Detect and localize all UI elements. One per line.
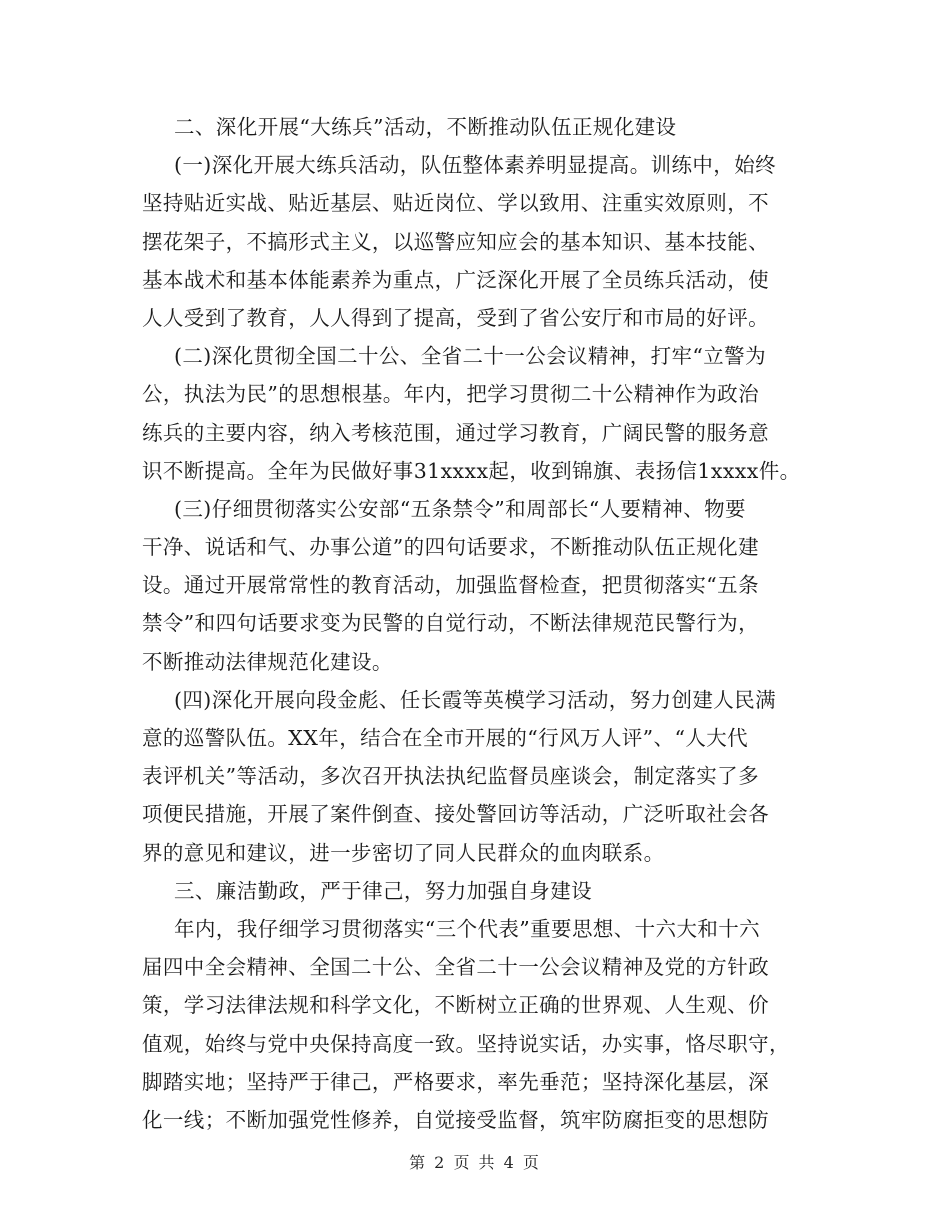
paragraph-line: (三)仔细贯彻落实公安部“五条禁令”和周部长“人要精神、物要 (174, 496, 746, 521)
paragraph-line: 表评机关”等活动，多次召开执法执纪监督员座谈会，制定落实了多 (142, 764, 759, 789)
section-heading: 二、深化开展“大练兵”活动，不断推动队伍正规化建设 (174, 115, 677, 139)
paragraph-line: (二)深化贯彻全国二十公、全省二十一公会议精神，打牢“立警为 (174, 344, 766, 369)
section-heading: 三、廉洁勤政，严于律己，努力加强自身建设 (174, 878, 592, 903)
paragraph-line: 不断推动法律规范化建设。 (142, 649, 393, 674)
paragraph-line: (四)深化开展向段金彪、任长霞等英模学习活动，努力创建人民满 (174, 687, 776, 712)
paragraph-line: 脚踏实地；坚持严于律己，严格要求，率先垂范；坚持深化基层，深 (142, 1069, 769, 1094)
paragraph-line: 摆花架子，不搞形式主义，以巡警应知应会的基本知识、基本技能、 (142, 229, 769, 254)
paragraph-line: 年内，我仔细学习贯彻落实“三个代表”重要思想、十六大和十六 (174, 916, 761, 941)
paragraph-line: 策，学习法律法规和科学文化，不断树立正确的世界观、人生观、价 (142, 993, 769, 1018)
paragraph-line: 禁令”和四句话要求变为民警的自觉行动，不断法律规范民警行为， (142, 611, 759, 636)
paragraph-line: 人人受到了教育，人人得到了提高，受到了省公安厅和市局的好评。 (142, 305, 769, 330)
paragraph-line: 练兵的主要内容，纳入考核范围，通过学习教育，广阔民警的服务意 (142, 420, 769, 445)
paragraph-line: 意的巡警队伍。XX年，结合在全市开展的“行风万人评”、“人大代 (142, 726, 749, 750)
paragraph-line: 界的意见和建议，进一步密切了同人民群众的血肉联系。 (142, 840, 665, 865)
paragraph-line: 坚持贴近实战、贴近基层、贴近岗位、学以致用、注重实效原则，不 (142, 191, 769, 216)
paragraph-line: 干净、说话和气、办事公道”的四句话要求，不断推动队伍正规化建 (142, 535, 759, 560)
paragraph-line: 值观，始终与党中央保持高度一致。坚持说实话，办实事，恪尽职守， (142, 1031, 790, 1056)
document-body (142, 108, 810, 1139)
paragraph-line: 设。通过开展常常性的教育活动，加强监督检查，把贯彻落实“五条 (142, 573, 759, 598)
paragraph-line: 公，执法为民”的思想根基。年内，把学习贯彻二十公精神作为政治 (142, 382, 759, 407)
paragraph-line: (一)深化开展大练兵活动，队伍整体素养明显提高。训练中，始终 (174, 153, 776, 178)
paragraph-line: 识不断提高。全年为民做好事31xxxx起，收到锦旗、表扬信1xxxx件。 (142, 458, 801, 483)
paragraph-line: 基本战术和基本体能素养为重点，广泛深化开展了全员练兵活动，使 (142, 267, 769, 292)
paragraph-line: 项便民措施，开展了案件倒查、接处警回访等活动，广泛听取社会各 (142, 802, 769, 827)
paragraph-line: 化一线；不断加强党性修养，自觉接受监督，筑牢防腐拒变的思想防 (142, 1107, 769, 1132)
page-number-footer: 第 2 页 共 4 页 (409, 1153, 541, 1172)
paragraph-line: 届四中全会精神、全国二十公、全省二十一公会议精神及党的方针政 (142, 955, 769, 980)
